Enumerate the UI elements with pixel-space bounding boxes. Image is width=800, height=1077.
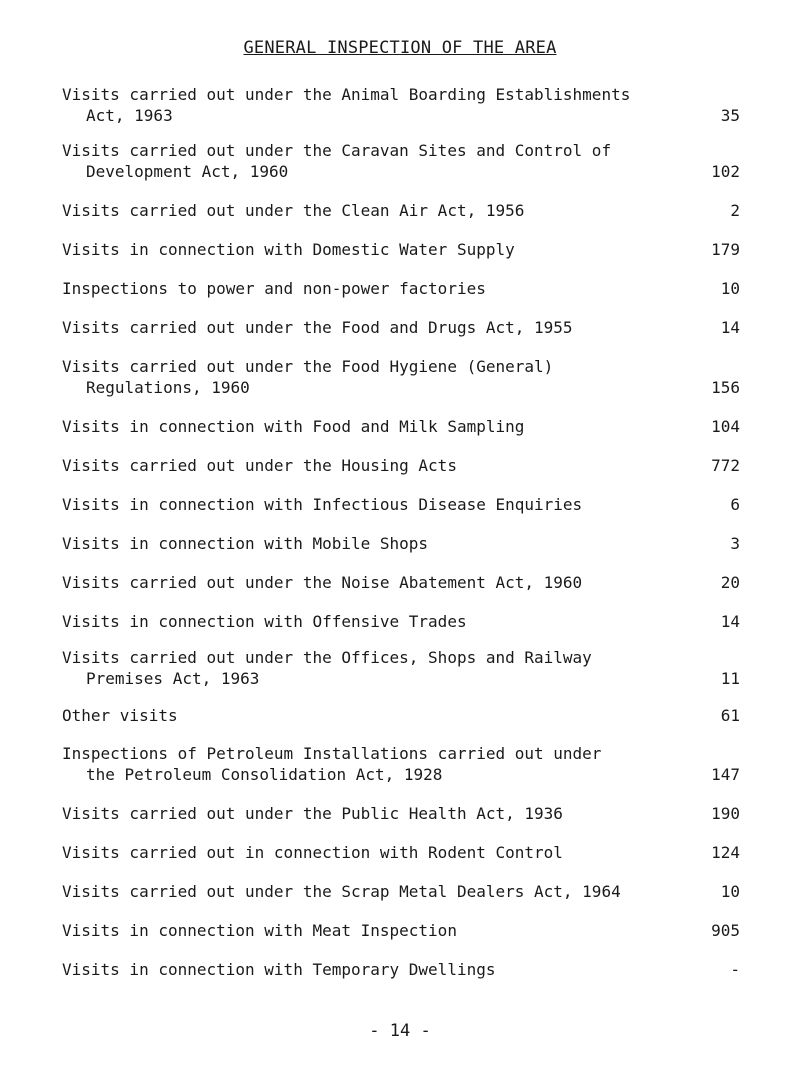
list-item	[62, 920, 742, 941]
item-description: Visits carried out under the Clean Air Act, 1956	[62, 201, 525, 220]
item-description: Visits carried out under the Public Health Act, 1936	[62, 804, 563, 823]
item-count: 3	[730, 534, 740, 553]
item-count: 2	[730, 201, 740, 220]
item-description: Visits in connection with Temporary Dwellings	[62, 960, 496, 979]
list-item	[62, 494, 742, 515]
item-description-continued: Regulations, 1960	[86, 378, 250, 397]
list-item	[62, 705, 742, 726]
item-count: 35	[720, 106, 740, 125]
list-item	[62, 200, 742, 221]
list-item	[62, 533, 742, 554]
item-description: Visits carried out under the Scrap Metal Dealers Act, 1964	[62, 882, 621, 901]
list-item	[62, 140, 742, 182]
list-item	[62, 572, 742, 593]
item-description: Inspections of Petroleum Installations carried out under	[62, 744, 602, 763]
item-count: 147	[711, 765, 740, 784]
item-description: Visits carried out under the Caravan Sites and Control of	[62, 141, 612, 160]
item-description: Visits in connection with Offensive Trades	[62, 612, 467, 631]
item-count: 104	[711, 417, 740, 436]
item-count: 156	[711, 378, 740, 397]
list-item	[62, 239, 742, 260]
list-item	[62, 647, 742, 689]
item-description-continued: Premises Act, 1963	[86, 669, 260, 688]
list-item	[62, 356, 742, 398]
item-description: Visits carried out under the Food Hygiene (General)	[62, 357, 554, 376]
list-item	[62, 881, 742, 902]
item-description: Visits in connection with Meat Inspection	[62, 921, 457, 940]
item-count: 10	[720, 279, 740, 298]
item-count: 10	[720, 882, 740, 901]
item-description: Visits in connection with Infectious Disease Enquiries	[62, 495, 583, 514]
list-item	[62, 959, 742, 980]
page-number: - 14 -	[369, 1021, 431, 1041]
item-count: 11	[720, 669, 740, 688]
item-description: Visits carried out under the Noise Abatement Act, 1960	[62, 573, 583, 592]
list-item	[62, 278, 742, 299]
item-count: 124	[711, 843, 740, 862]
item-description: Other visits	[62, 706, 178, 725]
list-item	[62, 743, 742, 785]
item-description: Visits in connection with Mobile Shops	[62, 534, 429, 553]
item-description: Visits in connection with Food and Milk Sampling	[62, 417, 525, 436]
item-count: 6	[730, 495, 740, 514]
list-item	[62, 317, 742, 338]
item-count: 190	[711, 804, 740, 823]
item-description: Visits carried out under the Offices, Shops and Railway	[62, 648, 592, 667]
item-count: 20	[720, 573, 740, 592]
item-description: Visits carried out under the Food and Drugs Act, 1955	[62, 318, 573, 337]
list-item	[62, 84, 742, 126]
list-item	[62, 803, 742, 824]
page-title: GENERAL INSPECTION OF THE AREA	[243, 38, 557, 58]
item-count: 905	[711, 921, 740, 940]
item-description-continued: Act, 1963	[86, 106, 173, 125]
item-description: Inspections to power and non-power factories	[62, 279, 486, 298]
item-count: 14	[720, 612, 740, 631]
item-description-continued: the Petroleum Consolidation Act, 1928	[86, 765, 443, 784]
item-description: Visits carried out in connection with Rodent Control	[62, 843, 563, 862]
item-description: Visits in connection with Domestic Water Supply	[62, 240, 515, 259]
list-item	[62, 416, 742, 437]
item-count: 772	[711, 456, 740, 475]
list-item	[62, 611, 742, 632]
item-description: Visits carried out under the Housing Acts	[62, 456, 457, 475]
item-count: 179	[711, 240, 740, 259]
item-count: 102	[711, 162, 740, 181]
list-item	[62, 455, 742, 476]
item-count: -	[730, 960, 740, 979]
item-description: Visits carried out under the Animal Boarding Establishments	[62, 85, 631, 104]
item-count: 14	[720, 318, 740, 337]
inspection-list	[62, 84, 742, 980]
list-item	[62, 842, 742, 863]
item-count: 61	[720, 706, 740, 725]
item-description-continued: Development Act, 1960	[86, 162, 289, 181]
